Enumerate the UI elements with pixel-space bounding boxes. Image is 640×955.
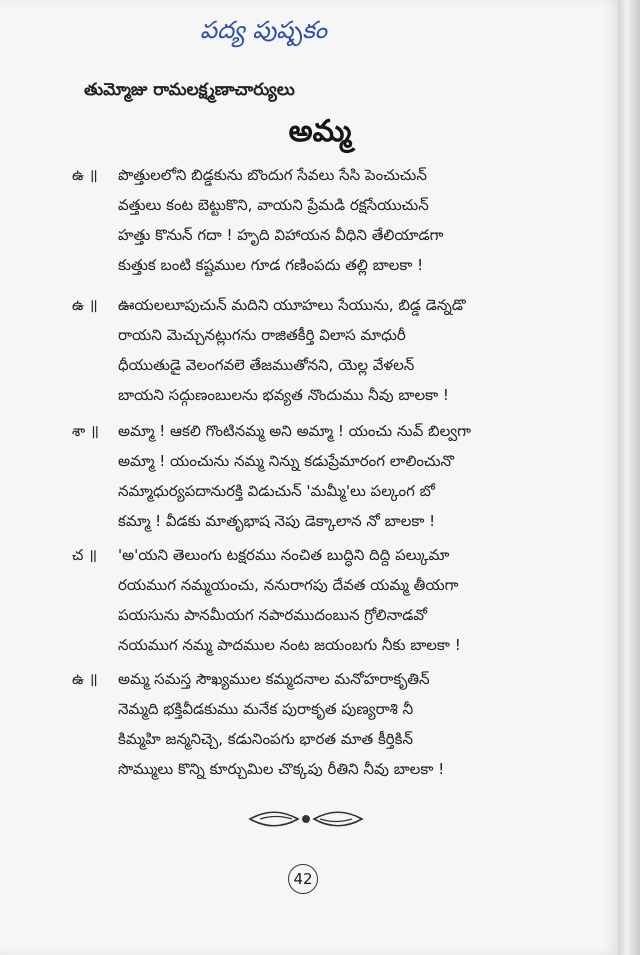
stanza-meter: చ ॥ xyxy=(72,546,98,564)
verse-line: హత్తు కొనున్ గదా ! హృది విహాయన వీధిని తేలియాడగా xyxy=(118,226,444,244)
verse-line: బాయని సద్గుణంబులను భవ్యత నొందుము నీవు బాలకా ! xyxy=(118,386,449,404)
stanza-meter: శా ॥ xyxy=(72,422,99,440)
verse-line: పొత్తులలోని బిడ్డకును బొందుగ సేవలు సేసి పెంచుచున్ xyxy=(118,166,427,184)
stanza-meter: ఉ ॥ xyxy=(72,670,98,688)
verse-line: అమ్మా ! ఆకలి గొంటినమ్మ అని అమ్మా ! యంచు నువ్ బిల్వగా xyxy=(118,422,471,440)
verse-line: 'అ'యని తెలుంగు టక్షరము నంచిత బుద్ధిని దిద్ది పల్కుమా xyxy=(118,546,450,564)
verse-line: పయసును పానమీయగ నపారముదంబున గ్రోలినాడవో xyxy=(118,606,427,624)
stanza-meter: ఉ ॥ xyxy=(72,296,98,314)
poem-title: అమ్మ xyxy=(288,114,352,149)
verse-line: కమ్మా ! వీడకు మాతృభాష నెపు డెక్కాలాన నో బాలకా ! xyxy=(118,512,436,530)
verse-line: నయముగ నమ్మ పాదముల నంట జయంబగు నీకు బాలకా ! xyxy=(118,636,461,654)
stanza-meter: ఉ ॥ xyxy=(72,166,98,184)
verse-line: నమ్మాధుర్యపదానురక్తి విడుచున్ 'మమ్మీ'లు పల్కంగ బో xyxy=(118,482,435,500)
verse-line: కిమ్మహి జన్మనిచ్చె, కడునింపగు భారత మాత కీర్తికిన్ xyxy=(118,730,414,748)
page-number: 42 xyxy=(288,864,318,894)
verse-line: వత్తులు కంట బెట్టుకొని, వాయని ప్రేమడి రక్షసేయుచున్ xyxy=(118,196,429,214)
verse-line: ధీయుతుడై వెలంగవలె తేజముతోనని, యెల్ల వేళలన్ xyxy=(118,356,415,374)
handwritten-note: పద్య పుష్పకం xyxy=(200,16,327,44)
verse-line: అమ్మా ! యంచును నమ్మ నిన్ను కడుప్రేమారంగ లాలించునొ xyxy=(118,452,454,470)
verse-line: ఊయలలూపుచున్ మదిని యూహలు సేయును, బిడ్డ డెన్నడొ xyxy=(118,296,466,314)
verse-line: కుత్తుక బంటి కష్టముల గూడ గణింపదు తల్లి బాలకా ! xyxy=(118,256,424,274)
author-name: తుమ్మోజు రామలక్ష్మణాచార్యులు xyxy=(84,80,295,100)
verse-line: సొమ్ములు కొన్ని కూర్చుమిల చొక్కపు రీతిని నీవు బాలకా ! xyxy=(118,760,445,778)
verse-line: రయముగ నమ్మయంచు, ననురాగపు దేవత యమ్మ తీయగా xyxy=(118,576,459,594)
flourish-ornament xyxy=(246,808,366,830)
verse-line: రాయని మెచ్చునట్లుగను రాజితకీర్తి విలాస మాధురీ xyxy=(118,326,406,344)
verse-line: అమ్మ సమస్త సౌఖ్యముల కమ్మదనాల మనోహరాకృతిన్ xyxy=(118,670,430,688)
verse-line: నెమ్మది భక్తివీడకుము మనేక పురాకృత పుణ్యరాశి నీ xyxy=(118,700,414,718)
